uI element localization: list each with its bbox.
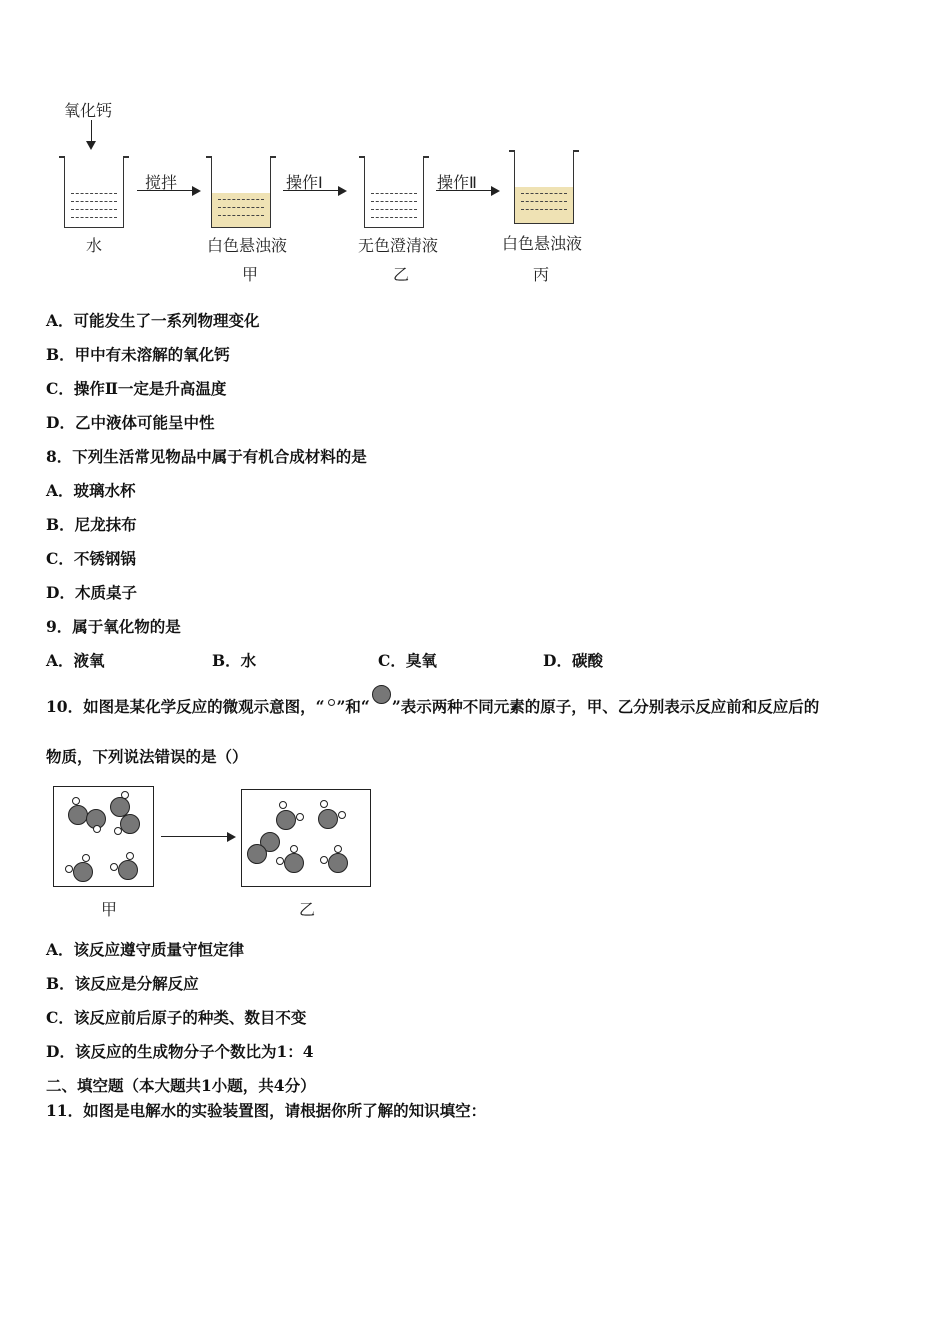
beaker-yi-sub: 乙 [393, 265, 410, 284]
small-atom [334, 845, 342, 853]
small-atom [279, 801, 287, 809]
small-atom [114, 827, 122, 835]
small-atom [320, 856, 328, 864]
small-atom [65, 865, 73, 873]
small-atom [110, 863, 118, 871]
small-atom [296, 813, 304, 821]
q8-option-b: B．尼龙抹布 [46, 515, 137, 534]
large-atom [284, 853, 304, 873]
q10-stem-line1 [46, 697, 819, 717]
small-atom [290, 845, 298, 853]
reagent-arrow [91, 120, 92, 142]
stir-label: 搅拌 [145, 173, 178, 192]
small-atom-icon [325, 697, 337, 711]
large-atom [328, 853, 348, 873]
q11-stem: 11．如图是电解水的实验装置图，请根据你所了解的知识填空： [46, 1101, 487, 1120]
op2-label: 操作Ⅱ [437, 173, 477, 192]
q9-option-b: B．水 [212, 651, 257, 670]
q8-stem: 8．下列生活常见物品中属于有机合成材料的是 [46, 447, 367, 466]
op1-label: 操作Ⅰ [286, 173, 323, 192]
box-after [241, 789, 371, 887]
q8-option-a: A．玻璃水杯 [46, 481, 136, 500]
q7-option-a: A．可能发生了一系列物理变化 [46, 311, 260, 330]
q10-stem-part2: ”和“ [336, 697, 370, 716]
beaker-water-label: 水 [86, 236, 103, 255]
beaker-jia-sub: 甲 [242, 265, 259, 284]
q9-option-d: D．碳酸 [543, 651, 603, 670]
q9-option-c: C．臭氧 [378, 651, 437, 670]
large-atom [118, 860, 138, 880]
q7-option-d: D．乙中液体可能呈中性 [46, 413, 215, 432]
large-atom [318, 809, 338, 829]
beaker-water [64, 157, 124, 228]
q7-option-b: B．甲中有未溶解的氧化钙 [46, 345, 230, 364]
q8-option-d: D．木质桌子 [46, 583, 137, 602]
beaker-jia-label: 白色悬浊液 [207, 236, 288, 255]
small-atom [338, 811, 346, 819]
q10-option-a: A．该反应遵守质量守恒定律 [46, 940, 245, 959]
label-before: 甲 [101, 900, 118, 919]
large-atom [247, 844, 267, 864]
large-atom [73, 862, 93, 882]
small-atom [121, 791, 129, 799]
q7-option-c: C．操作Ⅱ一定是升高温度 [46, 379, 227, 398]
reagent-label: 氧化钙 [64, 101, 113, 120]
small-atom [72, 797, 80, 805]
reaction-arrow [161, 836, 234, 837]
beaker-yi-label: 无色澄清液 [358, 236, 439, 255]
q10-option-c: C．该反应前后原子的种类、数目不变 [46, 1008, 307, 1027]
q8-option-c: C．不锈钢锅 [46, 549, 136, 568]
beaker-bing-sub: 丙 [533, 265, 550, 284]
large-atom-icon [370, 697, 392, 711]
q9-option-a: A．液氧 [46, 651, 105, 670]
large-atom [120, 814, 140, 834]
q10-stem-line2: 物质，下列说法错误的是（） [46, 747, 248, 766]
q10-stem-part3: ”表示两种不同元素的原子，甲、乙分别表示反应前和反应后的 [391, 697, 820, 716]
beaker-bing-label: 白色悬浊液 [502, 234, 583, 253]
beaker-bing [514, 151, 574, 224]
label-after: 乙 [299, 900, 316, 919]
q10-option-b: B．该反应是分解反应 [46, 974, 199, 993]
section2-heading: 二、填空题（本大题共1小题，共4分） [46, 1076, 316, 1095]
q10-option-d: D．该反应的生成物分子个数比为1：4 [46, 1042, 314, 1061]
large-atom [276, 810, 296, 830]
large-atom [68, 805, 88, 825]
q10-stem-part1: 10．如图是某化学反应的微观示意图，“ [46, 697, 325, 716]
beaker-jia [211, 157, 271, 228]
small-atom [93, 825, 101, 833]
box-before [53, 786, 154, 887]
beaker-yi [364, 157, 424, 228]
small-atom [82, 854, 90, 862]
small-atom [126, 852, 134, 860]
q9-stem: 9．属于氧化物的是 [46, 617, 181, 636]
small-atom [320, 800, 328, 808]
reagent-arrow-head [86, 141, 96, 150]
small-atom [276, 857, 284, 865]
